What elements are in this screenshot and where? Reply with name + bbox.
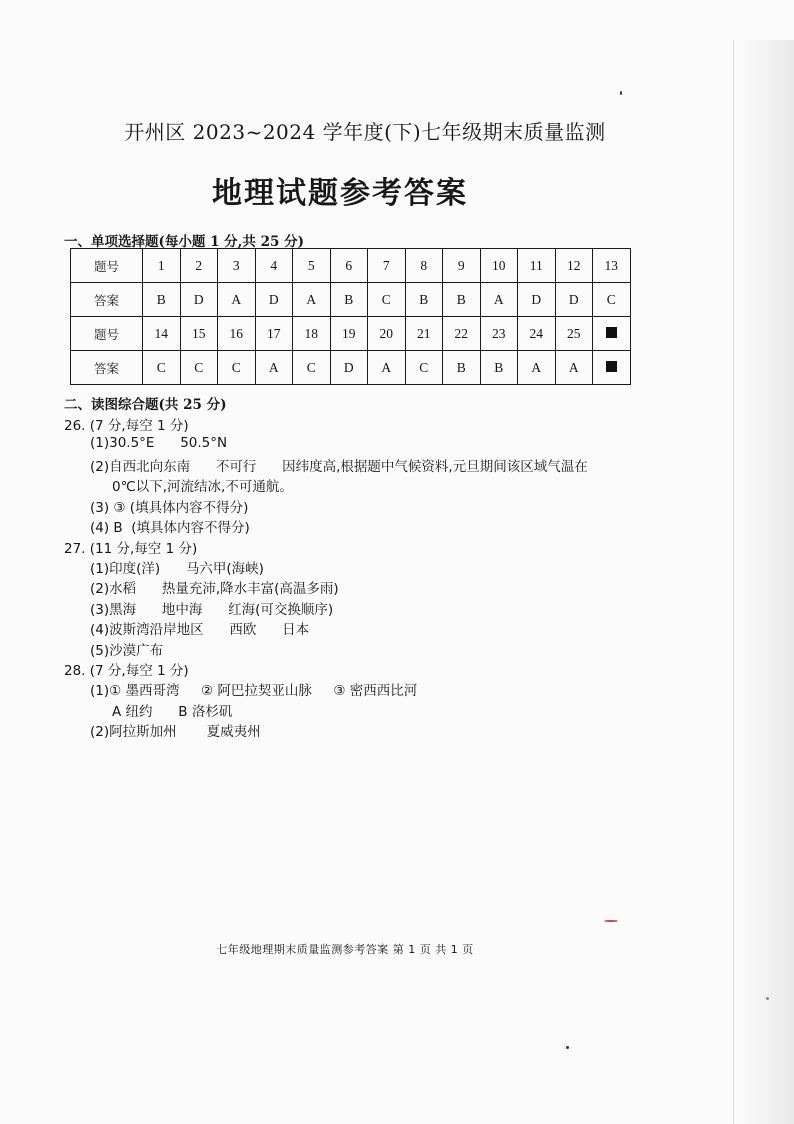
answer-cell: C bbox=[405, 351, 443, 385]
answer-cell: A bbox=[368, 351, 406, 385]
answer-line: (4)波斯湾沿岸地区 西欧 日本 bbox=[90, 622, 310, 638]
answer-cell: B bbox=[480, 351, 518, 385]
question-number: 6 bbox=[330, 249, 368, 283]
question-number: 25 bbox=[555, 317, 593, 351]
row-label: 答案 bbox=[71, 283, 143, 317]
table-row-questions-2 bbox=[71, 317, 631, 351]
question-number: 22 bbox=[443, 317, 481, 351]
answer-cell: C bbox=[293, 351, 331, 385]
page-footer-text: 七年级地理期末质量监测参考答案 第 1 页 共 1 页 bbox=[216, 943, 474, 956]
empty-cell-filled bbox=[593, 351, 631, 385]
answer-cell: A bbox=[293, 283, 331, 317]
question-28-heading: 28. (7 分,每空 1 分) bbox=[64, 663, 189, 679]
exam-subtitle-text: 开州区 2023~2024 学年度(下)七年级期末质量监测 bbox=[124, 120, 606, 144]
answer-line: (1)印度(洋) 马六甲(海峡) bbox=[90, 561, 264, 577]
answer-cell: D bbox=[330, 351, 368, 385]
answer-line: (3)黑海 地中海 红海(可交换顺序) bbox=[90, 602, 334, 618]
answer-line: (2)水稻 热量充沛,降水丰富(高温多雨) bbox=[90, 581, 339, 597]
question-26-heading: 26. (7 分,每空 1 分) bbox=[64, 418, 189, 434]
answer-line: (1)① 墨西哥湾 ② 阿巴拉契亚山脉 ③ 密西西比河 bbox=[90, 683, 418, 699]
answer-cell: B bbox=[443, 351, 481, 385]
table-row-answers-2 bbox=[71, 351, 631, 385]
row-label: 题号 bbox=[71, 317, 143, 351]
scan-edge-shadow bbox=[733, 40, 794, 1124]
answer-line: 0℃以下,河流结冰,不可通航。 bbox=[112, 479, 293, 495]
answer-line: (2)自西北向东南 不可行 因纬度高,根据题中气候资料,元旦期间该区域气温在 bbox=[90, 459, 588, 475]
scan-speck bbox=[566, 1046, 569, 1049]
answer-cell: C bbox=[143, 351, 181, 385]
answer-cell: B bbox=[405, 283, 443, 317]
table-row-questions-1 bbox=[71, 249, 631, 283]
answer-cell: C bbox=[180, 351, 218, 385]
answer-line: (1)30.5°E 50.5°N bbox=[90, 435, 228, 451]
filled-square-icon bbox=[606, 327, 617, 338]
question-number: 11 bbox=[518, 249, 556, 283]
question-number: 2 bbox=[180, 249, 218, 283]
page-title: 地理试题参考答案 bbox=[212, 176, 468, 211]
answer-cell: A bbox=[555, 351, 593, 385]
answer-line: (4) B (填具体内容不得分) bbox=[90, 520, 250, 536]
question-number: 18 bbox=[293, 317, 331, 351]
question-number: 12 bbox=[555, 249, 593, 283]
question-number: 17 bbox=[255, 317, 293, 351]
page-footer bbox=[0, 941, 690, 957]
exam-subtitle bbox=[0, 116, 700, 145]
question-number: 3 bbox=[218, 249, 256, 283]
question-number: 14 bbox=[143, 317, 181, 351]
answer-cell: C bbox=[593, 283, 631, 317]
answer-cell: A bbox=[480, 283, 518, 317]
question-number: 4 bbox=[255, 249, 293, 283]
question-number: 13 bbox=[593, 249, 631, 283]
answer-line: (2)阿拉斯加州 夏威夷州 bbox=[90, 724, 261, 740]
question-number: 8 bbox=[405, 249, 443, 283]
answer-cell: C bbox=[218, 351, 256, 385]
question-number: 1 bbox=[143, 249, 181, 283]
scan-speck bbox=[766, 997, 769, 1000]
answer-cell: D bbox=[255, 283, 293, 317]
answer-line: (3) ③ (填具体内容不得分) bbox=[90, 500, 249, 516]
question-number: 9 bbox=[443, 249, 481, 283]
answer-cell: D bbox=[555, 283, 593, 317]
answer-line: (5)沙漠广布 bbox=[90, 643, 164, 659]
question-number: 20 bbox=[368, 317, 406, 351]
row-label: 题号 bbox=[71, 249, 143, 283]
question-number: 10 bbox=[480, 249, 518, 283]
section2-heading: 二、读图综合题(共 25 分) bbox=[64, 397, 227, 413]
question-number: 21 bbox=[405, 317, 443, 351]
filled-square-icon bbox=[606, 361, 617, 372]
answer-cell: C bbox=[368, 283, 406, 317]
answer-cell: A bbox=[255, 351, 293, 385]
answer-cell: D bbox=[180, 283, 218, 317]
question-27-heading: 27. (11 分,每空 1 分) bbox=[64, 541, 198, 557]
row-label: 答案 bbox=[71, 351, 143, 385]
question-number: 16 bbox=[218, 317, 256, 351]
table-row-answers-1 bbox=[71, 283, 631, 317]
question-number: 24 bbox=[518, 317, 556, 351]
question-number: 23 bbox=[480, 317, 518, 351]
question-number: 19 bbox=[330, 317, 368, 351]
answer-line: A 纽约 B 洛杉矶 bbox=[112, 704, 233, 720]
answer-cell: B bbox=[143, 283, 181, 317]
scan-speck bbox=[620, 91, 622, 95]
answer-cell: B bbox=[330, 283, 368, 317]
answer-cell: B bbox=[443, 283, 481, 317]
answer-cell: D bbox=[518, 283, 556, 317]
answer-table bbox=[70, 248, 631, 385]
question-number: 15 bbox=[180, 317, 218, 351]
question-number: 7 bbox=[368, 249, 406, 283]
section1-heading: 一、单项选择题(每小题 1 分,共 25 分) bbox=[64, 234, 304, 250]
answer-cell: A bbox=[218, 283, 256, 317]
answer-cell: A bbox=[518, 351, 556, 385]
question-number: 5 bbox=[293, 249, 331, 283]
empty-cell-filled bbox=[593, 317, 631, 351]
scan-speck bbox=[604, 920, 618, 922]
